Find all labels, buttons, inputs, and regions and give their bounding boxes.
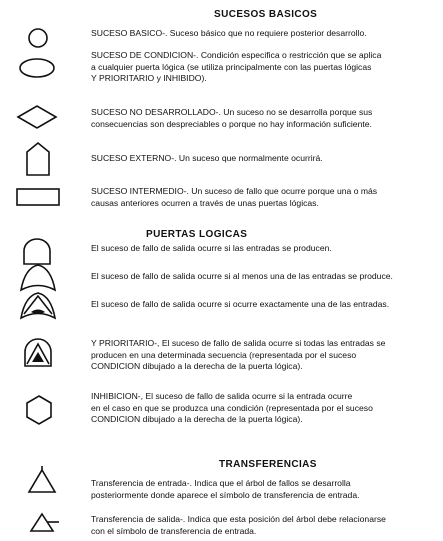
transfer-out-text: Transferencia de salida-. Indica que esta posición del árbol debe relacionarse con el símbolo de transferencia de entrada. (91, 514, 386, 536)
section-header-sucesos-basicos: SUCESOS BASICOS (214, 9, 318, 20)
intermediate-event-rectangle-icon (14, 186, 64, 210)
inhibit-gate-text: INHIBICION-, El suceso de fallo de salida ocurre si la entrada ocurre en el caso en que se produzca una condición (representada por el suceso CONDICION dibujado a la derecha de la puerta lógica). (91, 391, 373, 425)
priority-and-text: Y PRIORITARIO-, El suceso de fallo de salida ocurre si todas las entradas se producen en una determinada secuencia (representada por el suceso CONDICION dibujado a la derecha de la puerta lógica). (91, 338, 386, 372)
condition-event-text: SUCESO DE CONDICION-. Condición especifica o restricción que se aplica a cualquier puerta lógica (se utiliza principalmente con las puertas lógicas Y PRIORITARIO y INHIBIDO). (91, 50, 382, 84)
exclusive-or-gate-icon (18, 290, 58, 322)
basic-event-text: SUCESO BASICO-. Suceso básico que no requiere posterior desarrollo. (91, 28, 367, 38)
exclusive-or-gate-text: El suceso de fallo de salida ocurre si ocurre exactamente una de las entradas. (91, 299, 390, 309)
external-event-house-icon (23, 140, 53, 180)
transfer-in-triangle-icon (25, 466, 59, 498)
section-header-puertas-logicas: PUERTAS LOGICAS (146, 229, 248, 240)
external-event-text: SUCESO EXTERNO-. Un suceso que normalmente ocurrirá. (91, 153, 323, 163)
basic-event-circle-icon (23, 24, 53, 54)
transfer-out-triangle-icon (27, 508, 61, 538)
undeveloped-event-diamond-icon (15, 102, 59, 132)
section-header-transferencias: TRANSFERENCIAS (219, 459, 317, 470)
transfer-in-text: Transferencia de entrada-. Indica que el árbol de fallos se desarrolla posteriormente donde aparece el símbolo de transferencia de entrada. (91, 478, 360, 500)
and-gate-text: El suceso de fallo de salida ocurre si las entradas se producen. (91, 243, 332, 253)
inhibit-gate-hexagon-icon (22, 393, 56, 427)
intermediate-event-text: SUCESO INTERMEDIO-. Un suceso de fallo que ocurre porque una o más causas anteriores ocurren a través de unas puertas lógicas. (91, 186, 378, 208)
priority-and-gate-icon (20, 336, 56, 370)
condition-event-ellipse-icon (17, 53, 57, 83)
undeveloped-event-text: SUCESO NO DESARROLLADO-. Un suceso no se desarrolla porque sus consecuencias son despreciables o porque no hay información suficiente. (91, 107, 373, 129)
or-gate-text: El suceso de fallo de salida ocurre si al menos una de las entradas se produce. (91, 271, 393, 281)
